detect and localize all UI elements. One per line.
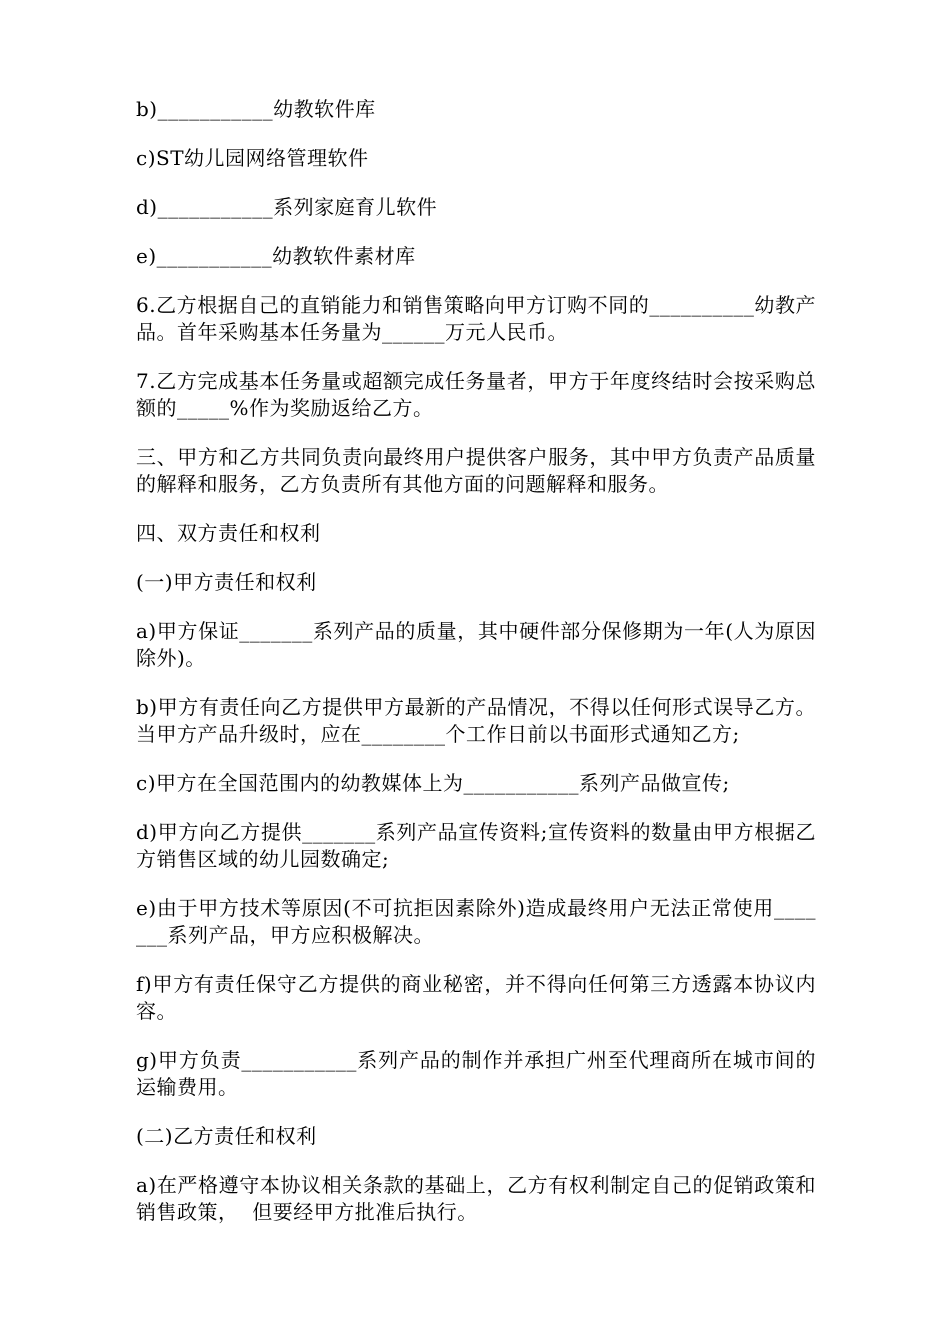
party-a-item-a: a)甲方保证_______系列产品的质量，其中硬件部分保修期为一年(人为原因除外)。 bbox=[136, 619, 816, 670]
clause-7-reward-rebate: 7.乙方完成基本任务量或超额完成任务量者，甲方于年度终结时会按采购总额的_____%作为奖励返给乙方。 bbox=[136, 369, 816, 420]
party-a-item-b: b)甲方有责任向乙方提供甲方最新的产品情况，不得以任何形式误导乙方。当甲方产品升级时，应在________个工作日前以书面形式通知乙方; bbox=[136, 695, 816, 746]
item-b-software-library: b)___________幼教软件库 bbox=[136, 97, 376, 121]
section-3-customer-service: 三、甲方和乙方共同负责向最终用户提供客户服务，其中甲方负责产品质量的解释和服务，乙方负责所有其他方面的问题解释和服务。 bbox=[136, 445, 816, 496]
subsection-party-b-heading: (二)乙方责任和权利 bbox=[136, 1124, 317, 1148]
party-a-item-g: g)甲方负责___________系列产品的制作并承担广州至代理商所在城市间的运输费用。 bbox=[136, 1048, 816, 1099]
section-4-heading: 四、双方责任和权利 bbox=[136, 521, 321, 545]
party-a-item-d: d)甲方向乙方提供_______系列产品宣传资料;宣传资料的数量由甲方根据乙方销售区域的幼儿园数确定; bbox=[136, 820, 816, 871]
subsection-party-a-heading: (一)甲方责任和权利 bbox=[136, 570, 317, 594]
item-c-kindergarten-network-software: c)ST幼儿园网络管理软件 bbox=[136, 146, 369, 170]
item-e-material-library: e)___________幼教软件素材库 bbox=[136, 244, 416, 268]
clause-6-purchase-task: 6.乙方根据自己的直销能力和销售策略向甲方订购不同的__________幼教产品。首年采购基本任务量为______万元人民币。 bbox=[136, 293, 816, 344]
party-b-item-a: a)在严格遵守本协议相关条款的基础上，乙方有权利制定自己的促销政策和销售政策， 但要经甲方批准后执行。 bbox=[136, 1173, 816, 1224]
party-a-item-e: e)由于甲方技术等原因(不可抗拒因素除外)造成最终用户无法正常使用_______系列产品，甲方应积极解决。 bbox=[136, 896, 816, 947]
party-a-item-c: c)甲方在全国范围内的幼教媒体上为___________系列产品做宣传; bbox=[136, 771, 730, 795]
document-body bbox=[136, 96, 816, 1248]
item-d-family-parenting-software: d)___________系列家庭育儿软件 bbox=[136, 195, 438, 219]
party-a-item-f: f)甲方有责任保守乙方提供的商业秘密，并不得向任何第三方透露本协议内容。 bbox=[136, 972, 816, 1023]
